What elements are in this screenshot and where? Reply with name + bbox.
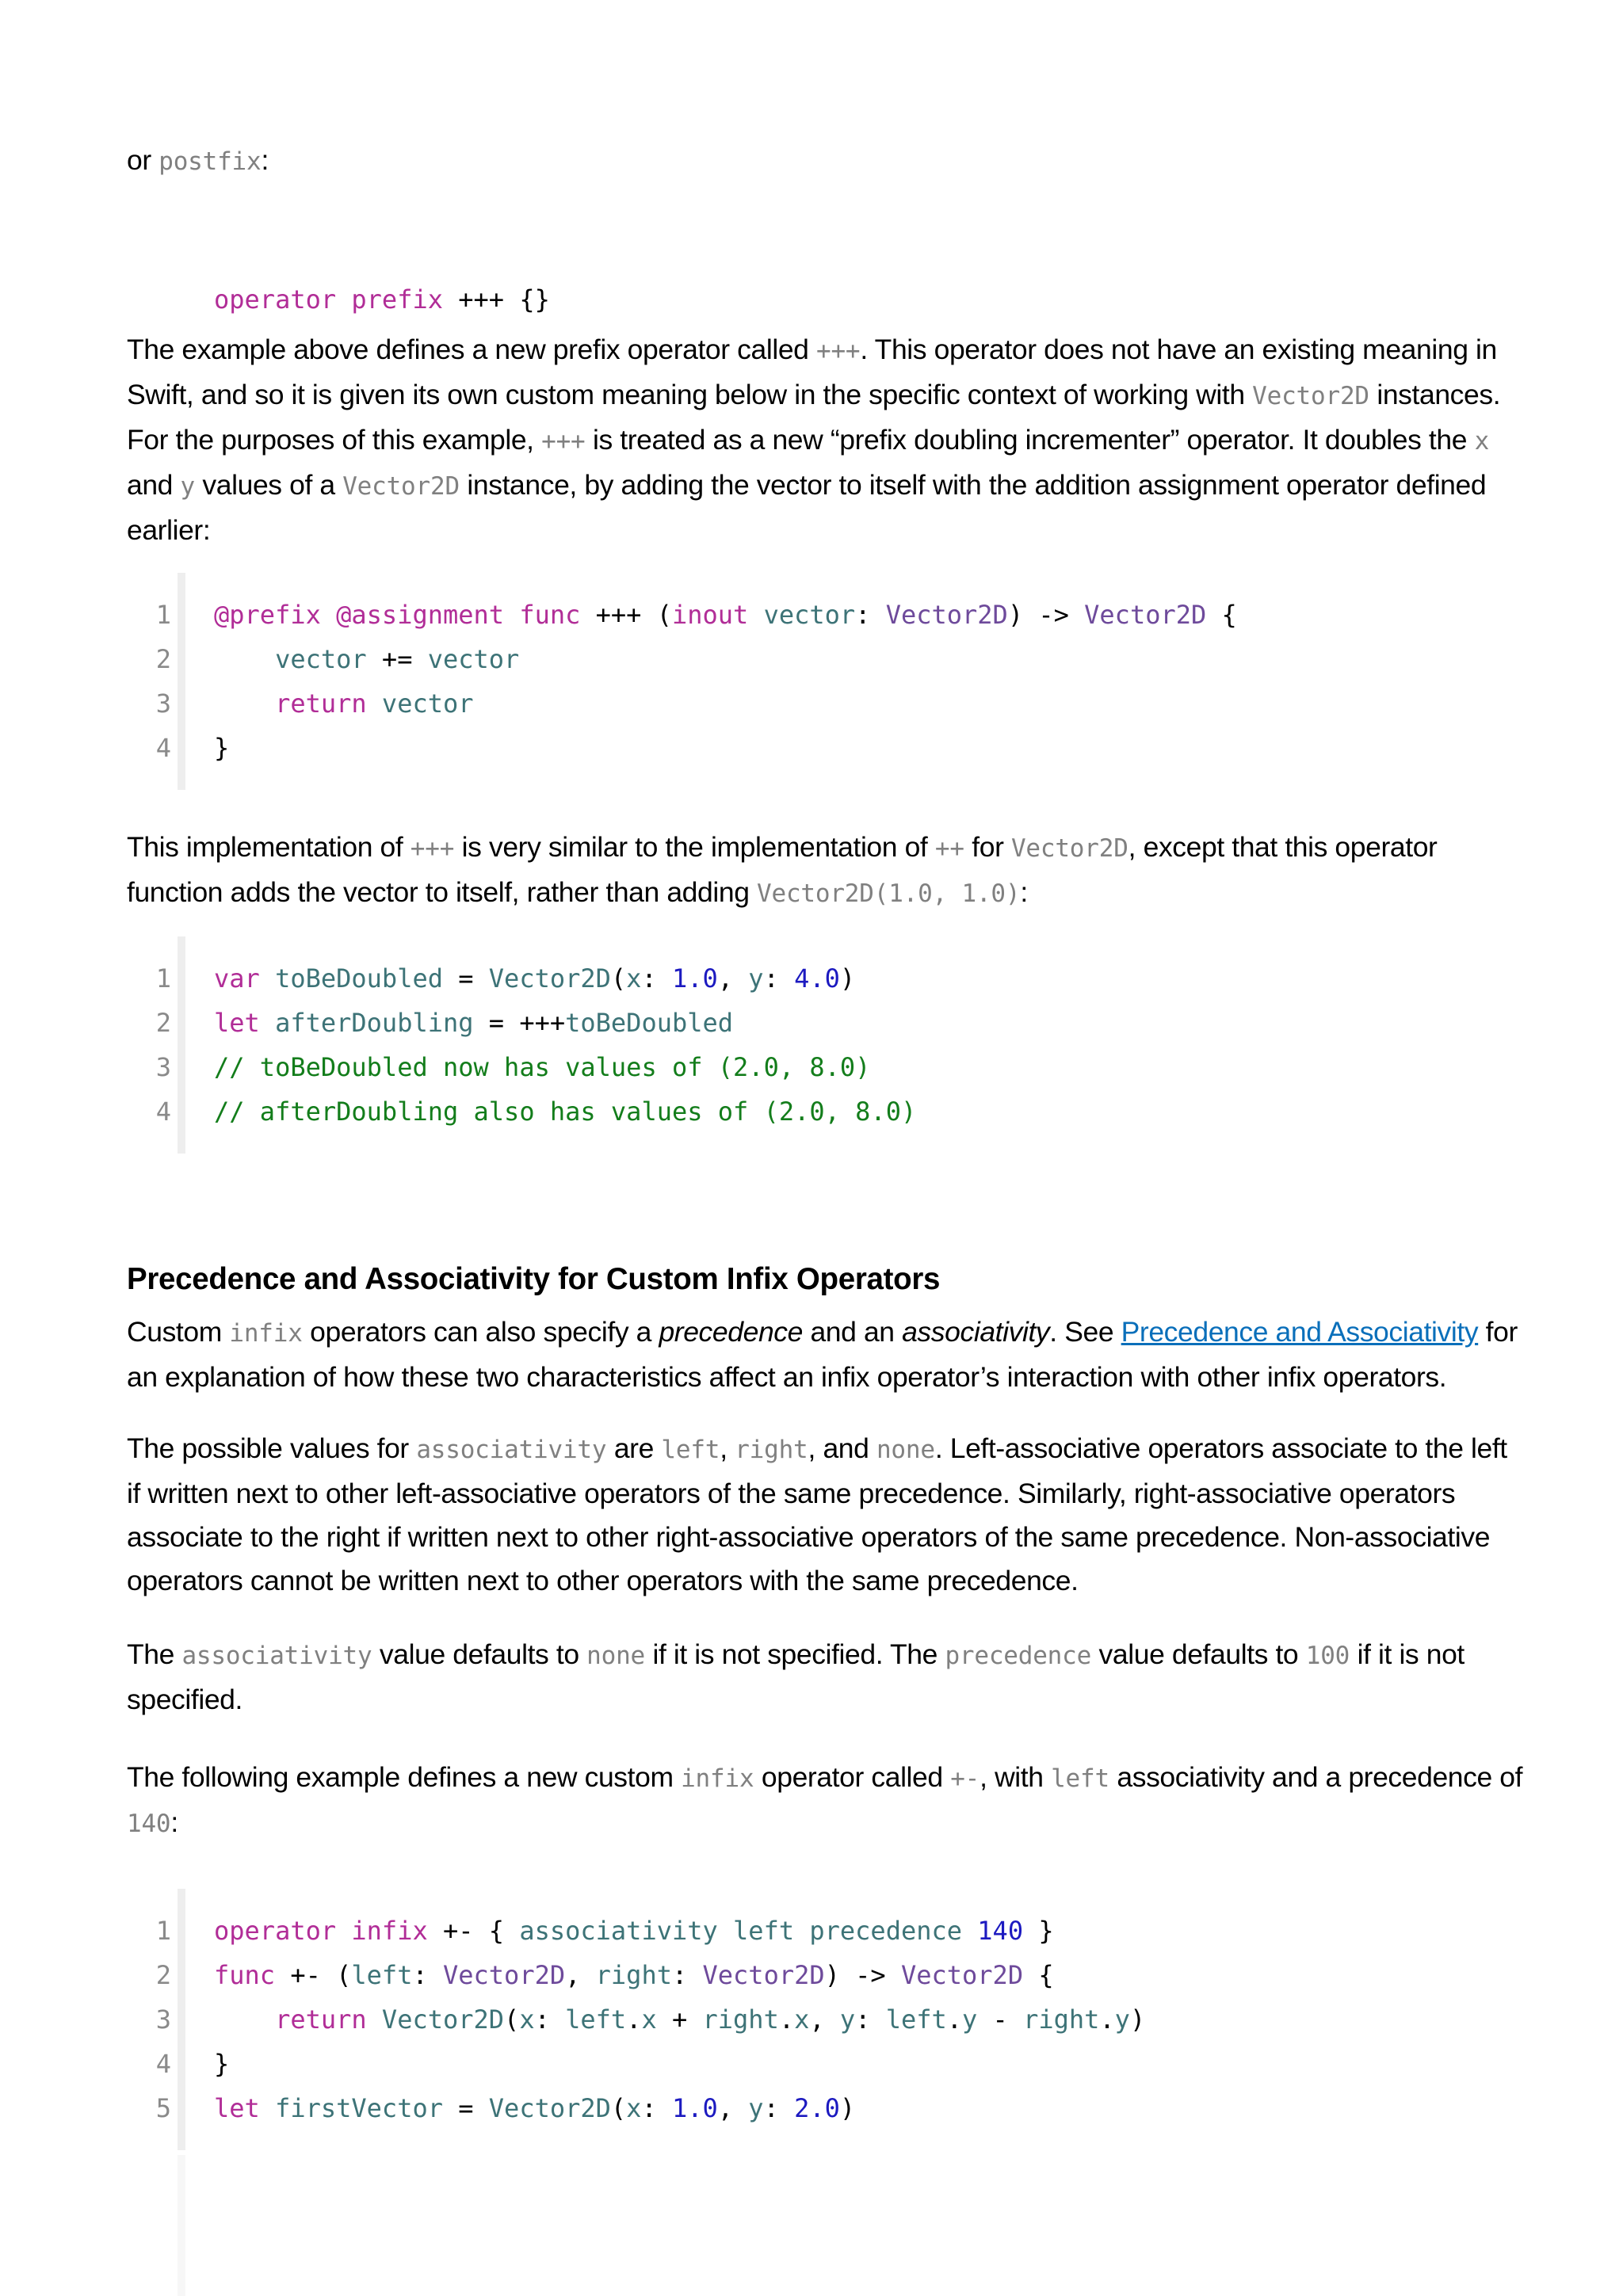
intro-line [127,139,1522,184]
code-block-prefix-declaration [127,233,1522,315]
code-line: 1 operator infix +- { associativity left precedence 140 } [127,1909,1522,1953]
inline-code: Vector2D [1252,382,1369,410]
paragraph-defaults: The associativity value defaults to none if it is not specified. The precedence value defaults to 100 if it is not specified. [127,1638,1465,1715]
code-line: 5 let firstVector = Vector2D(x: 1.0, y: 2.0) [127,2086,1522,2130]
inline-code: Vector2D [342,472,460,501]
inline-code: +++ [541,427,586,456]
line-number: 1 [155,600,171,630]
line-number: 2 [155,1960,171,1990]
inline-code: x [1474,427,1490,456]
inline-code: left [1051,1764,1109,1793]
paragraph-prefix-explanation: The example above defines a new prefix operator called +++. This operator does not have an existing meaning in Swift, and so it is given its own custom meaning below in the specific context of working with Vector2D instances. For the purposes of this example, +++ is treated as a new “prefix doubling incrementer” operator. It doubles the x and y values of a Vector2D instance, by adding the vector to itself with the addition assignment operator defined earlier: [127,334,1501,546]
text: : [261,144,269,176]
paragraph-associativity-values: The possible values for associativity are left, right, and none. Left-associative operators associate to the left if written next to other left-associative operators of the same precedence. Similarly, right-associative operators associate to the right if written next to other right-associative operators of the same precedence. Non-associative operators cannot be written next to other operators with the same precedence. [127,1432,1507,1596]
paragraph-implementation-note: This implementation of +++ is very similar to the implementation of ++ for Vector2D, except that this operator function adds the vector to itself, rather than adding Vector2D(1.0, 1.0): [127,831,1438,908]
code-block-infix-operator [127,1909,1522,2130]
inline-code: Vector2D(1.0, 1.0) [757,879,1021,908]
inline-code: +- [950,1764,980,1793]
link-precedence-and-associativity[interactable]: Precedence and Associativity [1121,1316,1479,1348]
code-line: 2 func +- (left: Vector2D, right: Vector2D) -> Vector2D { [127,1953,1522,1997]
inline-code: none [586,1642,645,1670]
section-heading [127,1260,1522,1299]
code-line: 3 return Vector2D(x: left.x + right.x, y: left.y - right.y) [127,1997,1522,2042]
inline-code: postfix [158,147,262,176]
code-line: 1 @prefix @assignment func +++ (inout vector: Vector2D) -> Vector2D { [127,593,1522,637]
code-line: 3 // toBeDoubled now has values of (2.0, 8.0) [127,1045,1522,1089]
line-number: 2 [155,1008,171,1038]
inline-code: none [876,1436,935,1464]
inline-code: right [735,1436,808,1464]
inline-code: ++ [934,834,964,863]
line-number: 4 [155,733,171,763]
code-line: 2 vector += vector [127,637,1522,681]
code-gutter-continuation [178,2155,185,2296]
line-number: 4 [155,2049,171,2079]
inline-code: associativity [416,1436,607,1464]
line-number: 1 [155,963,171,994]
code-line: operator prefix +++ {} [214,284,550,315]
inline-code: Vector2D [1010,834,1128,863]
inline-code: 100 [1305,1642,1350,1670]
inline-code: infix [681,1764,754,1793]
paragraph-infix-example-intro: The following example defines a new custom infix operator called +-, with left associativity and a precedence of 140: [127,1761,1523,1838]
line-number: 2 [155,644,171,674]
section-title: Precedence and Associativity for Custom Infix Operators [127,1262,941,1296]
line-number: 4 [155,1097,171,1127]
code-line: 2 let afterDoubling = +++toBeDoubled [127,1001,1522,1045]
code-line: 4 // afterDoubling also has values of (2.0, 8.0) [127,1089,1522,1134]
code-line: 1 var toBeDoubled = Vector2D(x: 1.0, y: 4.0) [127,956,1522,1001]
line-number: 3 [155,688,171,719]
code-line: 4 } [127,2042,1522,2086]
code-block-prefix-implementation [127,593,1522,770]
line-number: 1 [155,1916,171,1946]
line-number: 3 [155,2004,171,2035]
inline-code: associativity [181,1642,372,1670]
inline-code: precedence [945,1642,1092,1670]
inline-code: left [661,1436,720,1464]
paragraph-custom-infix: Custom infix operators can also specify a precedence and an associativity. See Precedence and Associativity for an explanation of how these two characteristics affect an infix operator’s interaction with other infix operators. [127,1316,1518,1393]
line-number: 5 [155,2093,171,2123]
code-block-prefix-usage [127,956,1522,1134]
line-number: 3 [155,1052,171,1082]
code-line: 3 return vector [127,681,1522,726]
inline-code: 140 [127,1810,171,1838]
inline-code: +++ [815,337,861,365]
inline-code: +++ [410,834,455,863]
text: or [127,144,151,176]
inline-code: infix [229,1319,303,1348]
code-line: 4 } [127,726,1522,770]
inline-code: y [180,472,195,501]
